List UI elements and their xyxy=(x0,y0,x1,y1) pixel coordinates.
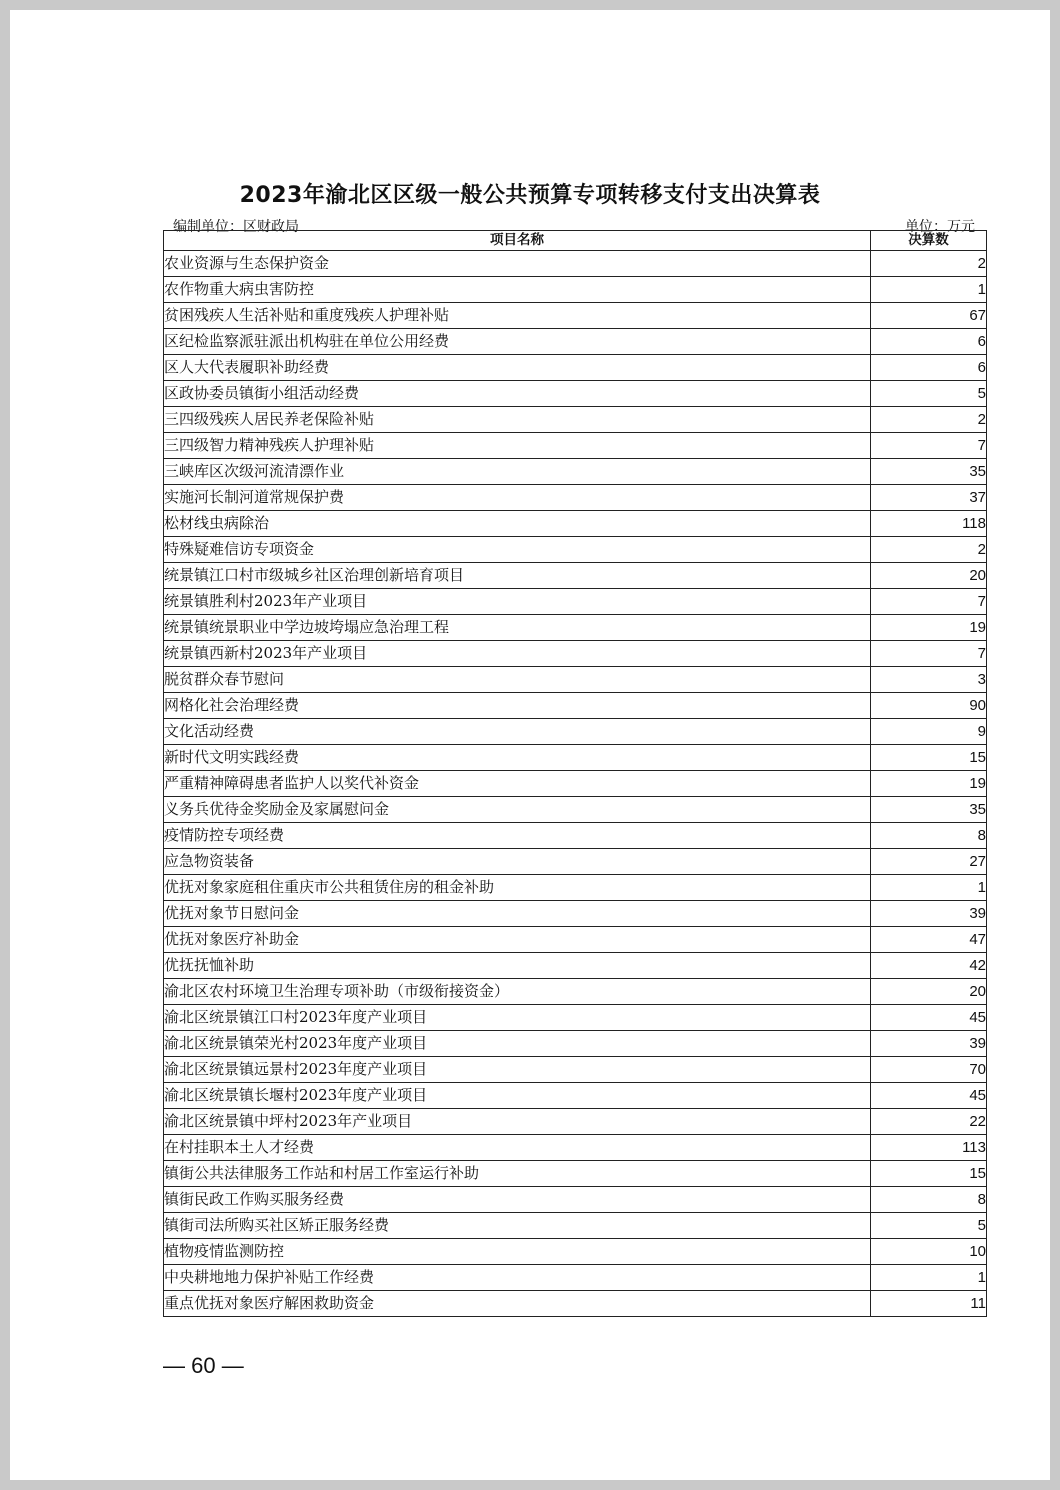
table-row xyxy=(164,849,987,875)
project-name-cell: 渝北区农村环境卫生治理专项补助（市级衔接资金） xyxy=(164,979,871,1005)
project-name-cell: 三四级残疾人居民养老保险补贴 xyxy=(164,407,871,433)
final-amount-cell: 45 xyxy=(871,1005,987,1031)
table-row xyxy=(164,485,987,511)
table-row xyxy=(164,641,987,667)
final-amount-cell: 2 xyxy=(871,407,987,433)
page-number: — 60 — xyxy=(163,1353,244,1378)
table-row xyxy=(164,667,987,693)
final-amount-cell: 90 xyxy=(871,693,987,719)
table-row xyxy=(164,719,987,745)
final-amount-cell: 1 xyxy=(871,277,987,303)
project-name-cell: 三四级智力精神残疾人护理补贴 xyxy=(164,433,871,459)
final-amount-cell: 19 xyxy=(871,771,987,797)
final-amount-cell: 5 xyxy=(871,1213,987,1239)
final-amount-cell: 39 xyxy=(871,901,987,927)
final-amount-cell: 37 xyxy=(871,485,987,511)
project-name-cell: 松材线虫病除治 xyxy=(164,511,871,537)
project-name-cell: 统景镇江口村市级城乡社区治理创新培育项目 xyxy=(164,563,871,589)
final-amount-cell: 3 xyxy=(871,667,987,693)
final-amount-cell: 27 xyxy=(871,849,987,875)
project-name-cell: 优抚对象医疗补助金 xyxy=(164,927,871,953)
table-row xyxy=(164,693,987,719)
table-row xyxy=(164,1239,987,1265)
project-name-cell: 应急物资装备 xyxy=(164,849,871,875)
table-row xyxy=(164,771,987,797)
table-row xyxy=(164,329,987,355)
table-row xyxy=(164,433,987,459)
table-row xyxy=(164,251,987,277)
project-name-cell: 渝北区统景镇荣光村2023年度产业项目 xyxy=(164,1031,871,1057)
project-name-cell: 农业资源与生态保护资金 xyxy=(164,251,871,277)
table-row xyxy=(164,875,987,901)
document-title: 2023年渝北区区级一般公共预算专项转移支付支出决算表 xyxy=(239,183,821,208)
final-amount-cell: 67 xyxy=(871,303,987,329)
final-amount-cell: 39 xyxy=(871,1031,987,1057)
table-row xyxy=(164,953,987,979)
project-name-cell: 贫困残疾人生活补贴和重度残疾人护理补贴 xyxy=(164,303,871,329)
table-row xyxy=(164,563,987,589)
project-name-cell: 重点优抚对象医疗解困救助资金 xyxy=(164,1291,871,1317)
table-row xyxy=(164,1213,987,1239)
project-name-cell: 镇街司法所购买社区矫正服务经费 xyxy=(164,1213,871,1239)
project-name-cell: 实施河长制河道常规保护费 xyxy=(164,485,871,511)
final-amount-cell: 1 xyxy=(871,1265,987,1291)
final-amount-cell: 11 xyxy=(871,1291,987,1317)
final-amount-cell: 19 xyxy=(871,615,987,641)
final-amount-cell: 22 xyxy=(871,1109,987,1135)
table-row xyxy=(164,1265,987,1291)
final-amount-cell: 42 xyxy=(871,953,987,979)
project-name-cell: 农作物重大病虫害防控 xyxy=(164,277,871,303)
table-row xyxy=(164,303,987,329)
final-amount-cell: 20 xyxy=(871,563,987,589)
project-name-cell: 优抚抚恤补助 xyxy=(164,953,871,979)
project-name-cell: 统景镇统景职业中学边坡垮塌应急治理工程 xyxy=(164,615,871,641)
final-amount-cell: 118 xyxy=(871,511,987,537)
final-amount-cell: 9 xyxy=(871,719,987,745)
final-amount-cell: 5 xyxy=(871,381,987,407)
table-row xyxy=(164,979,987,1005)
table-row xyxy=(164,1291,987,1317)
document-page xyxy=(10,10,1050,1480)
final-amount-cell: 6 xyxy=(871,355,987,381)
final-amount-cell: 70 xyxy=(871,1057,987,1083)
table-row xyxy=(164,537,987,563)
final-amount-cell: 8 xyxy=(871,823,987,849)
project-name-cell: 渝北区统景镇长堰村2023年度产业项目 xyxy=(164,1083,871,1109)
final-amount-cell: 7 xyxy=(871,641,987,667)
final-amount-cell: 20 xyxy=(871,979,987,1005)
final-amount-cell: 15 xyxy=(871,745,987,771)
header-final-amount: 决算数 xyxy=(871,231,987,251)
project-name-cell: 区政协委员镇街小组活动经费 xyxy=(164,381,871,407)
compiler-label: 编制单位：区财政局 xyxy=(173,219,299,235)
table-row xyxy=(164,511,987,537)
table-row xyxy=(164,901,987,927)
final-amount-cell: 8 xyxy=(871,1187,987,1213)
project-name-cell: 义务兵优待金奖励金及家属慰问金 xyxy=(164,797,871,823)
final-amount-cell: 113 xyxy=(871,1135,987,1161)
project-name-cell: 在村挂职本土人才经费 xyxy=(164,1135,871,1161)
expenditure-table xyxy=(163,230,987,1317)
table-row xyxy=(164,797,987,823)
final-amount-cell: 35 xyxy=(871,797,987,823)
project-name-cell: 新时代文明实践经费 xyxy=(164,745,871,771)
project-name-cell: 特殊疑难信访专项资金 xyxy=(164,537,871,563)
final-amount-cell: 1 xyxy=(871,875,987,901)
table-row xyxy=(164,1135,987,1161)
final-amount-cell: 35 xyxy=(871,459,987,485)
project-name-cell: 统景镇胜利村2023年产业项目 xyxy=(164,589,871,615)
project-name-cell: 优抚对象节日慰问金 xyxy=(164,901,871,927)
table-row xyxy=(164,745,987,771)
project-name-cell: 植物疫情监测防控 xyxy=(164,1239,871,1265)
table-row xyxy=(164,1031,987,1057)
project-name-cell: 镇街公共法律服务工作站和村居工作室运行补助 xyxy=(164,1161,871,1187)
table-row xyxy=(164,589,987,615)
table-row xyxy=(164,615,987,641)
unit-label: 单位：万元 xyxy=(905,219,975,235)
table-row xyxy=(164,927,987,953)
table-row xyxy=(164,1161,987,1187)
table-row xyxy=(164,459,987,485)
table-row xyxy=(164,1083,987,1109)
table-row xyxy=(164,1057,987,1083)
project-name-cell: 区纪检监察派驻派出机构驻在单位公用经费 xyxy=(164,329,871,355)
final-amount-cell: 47 xyxy=(871,927,987,953)
final-amount-cell: 2 xyxy=(871,537,987,563)
project-name-cell: 中央耕地地力保护补贴工作经费 xyxy=(164,1265,871,1291)
project-name-cell: 区人大代表履职补助经费 xyxy=(164,355,871,381)
final-amount-cell: 7 xyxy=(871,433,987,459)
final-amount-cell: 15 xyxy=(871,1161,987,1187)
final-amount-cell: 7 xyxy=(871,589,987,615)
table-header-row xyxy=(164,231,987,251)
project-name-cell: 脱贫群众春节慰问 xyxy=(164,667,871,693)
table-row xyxy=(164,823,987,849)
project-name-cell: 疫情防控专项经费 xyxy=(164,823,871,849)
final-amount-cell: 45 xyxy=(871,1083,987,1109)
project-name-cell: 统景镇西新村2023年产业项目 xyxy=(164,641,871,667)
project-name-cell: 优抚对象家庭租住重庆市公共租赁住房的租金补助 xyxy=(164,875,871,901)
project-name-cell: 网格化社会治理经费 xyxy=(164,693,871,719)
project-name-cell: 严重精神障碍患者监护人以奖代补资金 xyxy=(164,771,871,797)
project-name-cell: 三峡库区次级河流清漂作业 xyxy=(164,459,871,485)
project-name-cell: 镇街民政工作购买服务经费 xyxy=(164,1187,871,1213)
project-name-cell: 文化活动经费 xyxy=(164,719,871,745)
final-amount-cell: 6 xyxy=(871,329,987,355)
project-name-cell: 渝北区统景镇中坪村2023年产业项目 xyxy=(164,1109,871,1135)
table-row xyxy=(164,1187,987,1213)
table-row xyxy=(164,277,987,303)
table-row xyxy=(164,355,987,381)
table-row xyxy=(164,407,987,433)
project-name-cell: 渝北区统景镇远景村2023年度产业项目 xyxy=(164,1057,871,1083)
project-name-cell: 渝北区统景镇江口村2023年度产业项目 xyxy=(164,1005,871,1031)
final-amount-cell: 2 xyxy=(871,251,987,277)
table-row xyxy=(164,1005,987,1031)
table-row xyxy=(164,381,987,407)
final-amount-cell: 10 xyxy=(871,1239,987,1265)
table-row xyxy=(164,1109,987,1135)
header-project-name: 项目名称 xyxy=(164,231,871,251)
